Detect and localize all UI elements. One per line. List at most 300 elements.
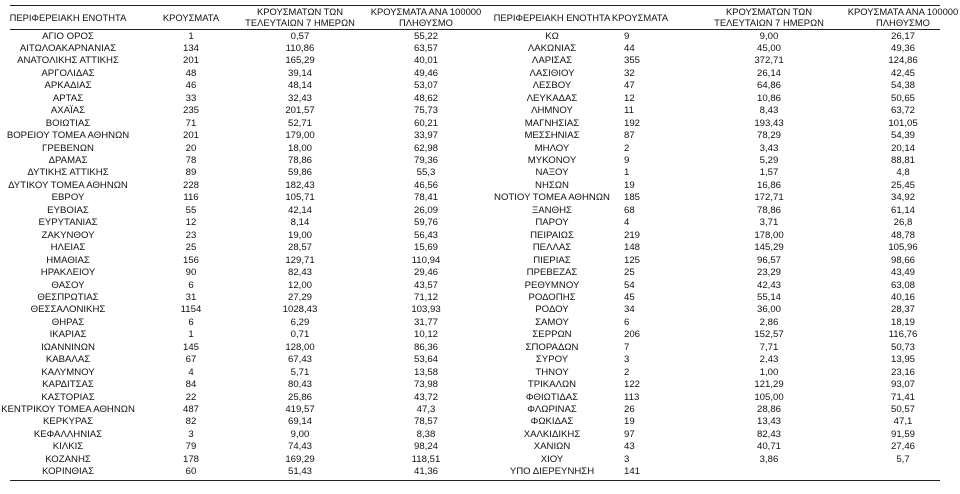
cases-per-100k-cell: 55,3: [416, 167, 436, 179]
cases-cell: 25: [624, 267, 635, 279]
cases-7-days-cell: 1,57: [759, 167, 779, 179]
region-name-cell: ΛΑΡΙΣΑΣ: [531, 55, 573, 67]
cases-cell: 12: [185, 217, 197, 229]
cases-7-days-cell: 36,00: [756, 304, 781, 316]
cases-cell: 32: [624, 67, 635, 79]
cases-7-days-cell: 74,43: [287, 441, 312, 453]
cases-cell: 60: [185, 466, 197, 478]
cases-7-days-cell: 9,00: [290, 428, 310, 440]
cases-cell: 141: [624, 466, 641, 478]
cases-cell: 47: [624, 80, 635, 92]
region-name-cell: ΗΛΕΙΑΣ: [50, 242, 86, 254]
region-name-cell: ΧΑΝΙΩΝ: [533, 441, 571, 453]
cases-7-days-cell: 165,29: [285, 55, 315, 67]
region-name-cell: ΔΥΤΙΚΟΥ ΤΟΜΕΑ ΑΘΗΝΩΝ: [8, 179, 128, 191]
cases-per-100k-cell: 43,49: [890, 267, 915, 279]
cases-7-days-cell: 28,57: [287, 242, 312, 254]
table-row: [0, 68, 960, 81]
right-header-cases-per-100k-line: ΚΡΟΥΣΜΑΤΑ ΑΝΑ 100000: [847, 6, 959, 17]
cases-per-100k-cell: 75,73: [413, 105, 438, 117]
cases-per-100k-cell: 56,43: [413, 229, 438, 241]
top-rule: [10, 5, 940, 6]
cases-7-days-cell: 152,57: [754, 329, 784, 341]
region-name-cell: ΘΕΣΣΑΛΟΝΙΚΗΣ: [30, 304, 106, 316]
cases-cell: 2: [624, 366, 630, 378]
left-header-cases-per-100k-line: ΠΛΗΘΥΣΜΟ: [399, 17, 453, 28]
cases-cell: 97: [624, 428, 635, 440]
cases-7-days-cell: 6,29: [290, 316, 310, 328]
cases-7-days-cell: 105,00: [754, 391, 784, 403]
cases-per-100k-cell: 10,12: [413, 329, 438, 341]
region-name-cell: ΔΡΑΜΑΣ: [48, 155, 88, 166]
table-row: [0, 441, 960, 454]
region-name-cell: ΠΕΛΛΑΣ: [532, 242, 572, 254]
cases-per-100k-cell: 40,01: [413, 55, 438, 67]
region-name-cell: ΙΩΑΝΝΙΝΩΝ: [41, 341, 95, 353]
cases-cell: 11: [624, 105, 634, 117]
table-row: [0, 342, 960, 355]
cases-7-days-cell: 80,43: [287, 379, 312, 391]
cases-per-100k-cell: 48,78: [890, 229, 915, 241]
cases-7-days-cell: 25,86: [287, 391, 312, 403]
cases-per-100k-cell: 54,38: [890, 80, 915, 92]
cases-7-days-cell: 32,43: [287, 92, 312, 104]
cases-7-days-cell: 52,71: [287, 117, 312, 129]
cases-cell: 84: [185, 379, 197, 391]
left-header-cases-line: ΚΡΟΥΣΜΑΤΑ: [162, 11, 220, 23]
region-name-cell: ΚΑΛΥΜΝΟΥ: [41, 366, 95, 378]
cases-cell: 1: [188, 30, 194, 42]
cases-cell: 44: [624, 42, 635, 54]
cases-per-100k-cell: 23,16: [890, 366, 915, 378]
cases-cell: 113: [624, 391, 640, 403]
left-header-region-name: [0, 5, 138, 29]
cases-per-100k-cell: 60,21: [413, 117, 438, 129]
cases-7-days-cell: 5,29: [759, 155, 779, 166]
region-name-cell: ΒΟΙΩΤΙΑΣ: [45, 117, 91, 129]
region-name-cell: ΦΘΙΩΤΙΔΑΣ: [525, 391, 579, 403]
cases-7-days-cell: 18,00: [287, 142, 312, 154]
cases-7-days-cell: 64,86: [756, 80, 781, 92]
cases-cell: 48: [185, 67, 197, 79]
cases-7-days-cell: 178,00: [754, 229, 784, 241]
cases-per-100k-cell: 46,56: [413, 179, 438, 191]
region-name-cell: ΘΗΡΑΣ: [51, 316, 85, 328]
table-row: [0, 43, 960, 56]
cases-per-100k-cell: 79,36: [413, 155, 438, 166]
cases-cell: 206: [624, 329, 641, 341]
cases-7-days-cell: 145,29: [754, 242, 784, 254]
cases-per-100k-cell: 50,73: [890, 341, 915, 353]
left-header-cases-7-days: [245, 5, 355, 29]
cases-7-days-cell: 169,29: [285, 453, 315, 465]
cases-per-100k-cell: 101,05: [888, 117, 918, 129]
cases-7-days-cell: 172,71: [754, 192, 784, 204]
cases-cell: 116: [183, 192, 199, 204]
cases-7-days-cell: 78,86: [287, 155, 312, 166]
cases-7-days-cell: 67,43: [287, 354, 312, 366]
region-name-cell: ΛΑΣΙΘΙΟΥ: [529, 67, 575, 79]
cases-cell: 219: [624, 229, 641, 241]
cases-per-100k-cell: [853, 466, 953, 479]
region-name-cell: ΗΡΑΚΛΕΙΟΥ: [40, 267, 96, 279]
table-row: [0, 31, 960, 44]
cases-per-100k-cell: 71,12: [413, 291, 438, 303]
cases-per-100k-cell: 40,16: [890, 291, 915, 303]
cases-cell: 31: [185, 291, 197, 303]
cases-7-days-cell: 51,43: [287, 466, 312, 478]
cases-cell: 20: [185, 142, 197, 154]
cases-per-100k-cell: 54,39: [890, 130, 915, 142]
cases-cell: 55: [185, 204, 197, 216]
region-name-cell: ΚΙΛΚΙΣ: [52, 441, 84, 453]
region-name-cell: ΑΝΑΤΟΛΙΚΗΣ ΑΤΤΙΚΗΣ: [17, 55, 119, 67]
table-row: [0, 192, 960, 205]
cases-7-days-cell: 1028,43: [282, 304, 318, 316]
cases-per-100k-cell: 5,7: [896, 453, 910, 465]
cases-7-days-cell: 7,71: [759, 341, 779, 353]
table-row: [0, 267, 960, 280]
cases-per-100k-cell: 50,65: [890, 92, 915, 104]
cases-cell: 192: [624, 117, 641, 129]
cases-cell: 7: [624, 341, 630, 353]
region-name-cell: ΚΟΡΙΝΘΙΑΣ: [41, 466, 95, 478]
cases-7-days-cell: 10,86: [756, 92, 781, 104]
cases-per-100k-cell: 26,09: [413, 204, 438, 216]
cases-cell: 1: [188, 329, 194, 341]
table-row: [0, 217, 960, 230]
cases-cell: 19: [624, 416, 635, 428]
header-rule: [10, 29, 940, 30]
region-name-cell: ΚΑΒΑΛΑΣ: [45, 354, 91, 366]
cases-per-100k-cell: 116,76: [888, 329, 918, 341]
table-row: [0, 317, 960, 330]
bottom-rule: [10, 480, 940, 481]
cases-per-100k-cell: 73,98: [413, 379, 438, 391]
cases-7-days-cell: 129,71: [285, 254, 315, 266]
cases-7-days-cell: 193,43: [754, 117, 784, 129]
cases-per-100k-cell: 48,62: [413, 92, 438, 104]
table-row: [0, 379, 960, 392]
cases-per-100k-cell: 53,64: [413, 354, 438, 366]
cases-7-days-cell: 372,71: [754, 55, 784, 67]
cases-per-100k-cell: 42,45: [890, 67, 915, 79]
cases-7-days-cell: 1,00: [759, 366, 779, 378]
cases-per-100k-cell: 8,38: [416, 428, 436, 440]
right-header-cases: [610, 5, 670, 29]
region-name-cell: ΧΑΛΚΙΔΙΚΗΣ: [523, 428, 581, 440]
cases-7-days-cell: 59,86: [287, 167, 312, 179]
region-name-cell: ΛΕΥΚΑΔΑΣ: [526, 92, 578, 104]
cases-per-100k-cell: 91,59: [890, 428, 915, 440]
region-name-cell: ΡΟΔΟΥ: [535, 304, 569, 316]
cases-7-days-cell: 105,71: [285, 192, 315, 204]
cases-7-days-cell: 201,57: [285, 105, 315, 117]
region-name-cell: ΚΑΣΤΟΡΙΑΣ: [41, 391, 95, 403]
cases-7-days-cell: 13,43: [756, 416, 781, 428]
region-name-cell: ΦΩΚΙΔΑΣ: [530, 416, 574, 428]
cases-per-100k-cell: 103,93: [411, 304, 441, 316]
cases-7-days-cell: 128,00: [285, 341, 315, 353]
cases-7-days-cell: 3,43: [759, 142, 779, 154]
region-name-cell: ΛΑΚΩΝΙΑΣ: [527, 42, 577, 54]
cases-per-100k-cell: 118,51: [411, 453, 441, 465]
region-name-cell: ΠΕΙΡΑΙΩΣ: [530, 229, 574, 241]
cases-cell: 145: [182, 341, 199, 353]
cases-7-days-cell: 96,57: [756, 254, 781, 266]
cases-7-days-cell: 82,43: [287, 267, 312, 279]
cases-7-days-cell: 42,43: [756, 279, 781, 291]
table-row: [0, 354, 960, 367]
right-header-cases-line: ΚΡΟΥΣΜΑΤΑ: [611, 11, 669, 23]
cases-cell: 43: [624, 441, 635, 453]
cases-7-days-cell: 82,43: [756, 428, 781, 440]
cases-per-100k-cell: 29,46: [413, 267, 438, 279]
cases-cell: 54: [624, 279, 635, 291]
cases-per-100k-cell: 110,94: [411, 254, 441, 266]
region-name-cell: ΧΙΟΥ: [540, 453, 564, 465]
right-header-region-name-line: ΠΕΡΙΦΕΡΕΙΑΚΗ ΕΝΟΤΗΤΑ: [493, 11, 611, 23]
cases-per-100k-cell: 50,57: [890, 404, 915, 415]
cases-cell: 33: [185, 92, 197, 104]
cases-per-100k-cell: 34,92: [890, 192, 915, 204]
cases-per-100k-cell: 41,36: [413, 466, 438, 478]
cases-7-days-cell: 12,00: [287, 279, 312, 291]
cases-per-100k-cell: 86,36: [413, 341, 438, 353]
cases-cell: 201: [182, 130, 199, 142]
cases-per-100k-cell: 26,8: [893, 217, 913, 229]
region-name-cell: ΚΕΝΤΡΙΚΟΥ ΤΟΜΕΑ ΑΘΗΝΩΝ: [1, 404, 135, 415]
region-name-cell: ΑΙΤΩΛΟΑΚΑΡΝΑΝΙΑΣ: [19, 42, 117, 54]
cases-cell: 6: [188, 279, 194, 291]
left-header-cases: [161, 5, 221, 29]
cases-per-100k-cell: 26,17: [890, 30, 915, 42]
cases-per-100k-cell: 47,1: [893, 416, 913, 428]
cases-7-days-cell: 48,14: [287, 80, 312, 92]
cases-per-100k-cell: 33,97: [413, 130, 438, 142]
cases-cell: 148: [624, 242, 641, 254]
region-name-cell: ΛΗΜΝΟΥ: [531, 105, 573, 117]
cases-per-100k-cell: 105,96: [888, 242, 918, 254]
left-header-region-name-line: ΠΕΡΙΦΕΡΕΙΑΚΗ ΕΝΟΤΗΤΑ: [9, 11, 127, 23]
table-row: [0, 93, 960, 106]
cases-cell: 23: [185, 229, 197, 241]
cases-cell: 3: [188, 428, 194, 440]
region-name-cell: ΜΗΛΟΥ: [534, 142, 570, 154]
cases-per-100k-cell: 63,72: [890, 105, 915, 117]
cases-cell: 4: [624, 217, 630, 229]
region-name-cell: ΣΥΡΟΥ: [535, 354, 569, 366]
region-name-cell: ΘΑΣΟΥ: [51, 279, 85, 291]
region-name-cell: ΕΥΡΥΤΑΝΙΑΣ: [38, 217, 98, 229]
table-row: [0, 205, 960, 218]
region-name-cell: ΤΗΝΟΥ: [535, 366, 569, 378]
cases-per-100k-cell: 98,66: [890, 254, 915, 266]
cases-7-days-cell: 42,14: [287, 204, 312, 216]
region-name-cell: ΞΑΝΘΗΣ: [532, 204, 572, 216]
region-name-cell: ΕΒΡΟΥ: [51, 192, 85, 204]
right-header-cases-per-100k: [847, 5, 959, 29]
cases-per-100k-cell: 31,77: [413, 316, 438, 328]
cases-per-100k-cell: 47,3: [416, 404, 436, 415]
cases-per-100k-cell: 63,57: [413, 42, 438, 54]
cases-per-100k-cell: 28,37: [890, 304, 915, 316]
cases-7-days-cell: 39,14: [287, 67, 312, 79]
region-name-cell: ΚΕΦΑΛΛΗΝΙΑΣ: [33, 428, 103, 440]
left-header-cases-per-100k-line: ΚΡΟΥΣΜΑΤΑ ΑΝΑ 100000: [370, 6, 482, 17]
right-header-cases-7-days-line: ΚΡΟΥΣΜΑΤΩΝ ΤΩΝ: [725, 6, 813, 17]
cases-cell: 90: [185, 267, 197, 279]
cases-cell: 45: [624, 291, 635, 303]
cases-per-100k-cell: 93,07: [890, 379, 915, 391]
cases-cell: 156: [182, 254, 199, 266]
table-row: [0, 329, 960, 342]
right-header-cases-7-days-line: ΤΕΛΕΥΤΑΙΩΝ 7 ΗΜΕΡΩΝ: [714, 17, 824, 28]
region-name-cell: ΑΡΓΟΛΙΔΑΣ: [41, 67, 95, 79]
region-name-cell: ΠΑΡΟΥ: [535, 217, 569, 229]
cases-cell: 12: [624, 92, 635, 104]
cases-7-days-cell: 16,86: [756, 179, 781, 191]
cases-7-days-cell: 419,57: [285, 404, 315, 415]
cases-7-days-cell: 69,14: [287, 416, 312, 428]
table-row: [0, 454, 960, 467]
cases-per-100k-cell: 63,08: [890, 279, 915, 291]
cases-7-days-cell: 26,14: [756, 67, 781, 79]
cases-cell: 134: [182, 42, 199, 54]
cases-cell: 4: [188, 366, 194, 378]
cases-cell: 89: [185, 167, 197, 179]
cases-7-days-cell: 0,71: [290, 329, 310, 341]
cases-per-100k-cell: 49,36: [890, 42, 915, 54]
cases-cell: 1154: [180, 304, 202, 316]
cases-cell: 178: [182, 453, 199, 465]
cases-cell: 487: [182, 404, 199, 415]
cases-7-days-cell: 2,43: [759, 354, 779, 366]
cases-per-100k-cell: 20,14: [890, 142, 915, 154]
table-row: [0, 180, 960, 193]
table-row: [0, 155, 960, 168]
region-name-cell: ΜΥΚΟΝΟΥ: [527, 155, 577, 166]
cases-cell: 46: [185, 80, 197, 92]
region-name-cell: ΦΛΩΡΙΝΑΣ: [527, 404, 577, 415]
left-header-cases-per-100k: [370, 5, 482, 29]
cases-7-days-cell: 28,86: [756, 404, 781, 415]
region-name-cell: ΣΑΜΟΥ: [535, 316, 569, 328]
cases-per-100k-cell: 59,76: [413, 217, 438, 229]
table-row: [0, 280, 960, 293]
cases-7-days-cell: 23,29: [756, 267, 781, 279]
region-name-cell: ΜΑΓΝΗΣΙΑΣ: [524, 117, 580, 129]
cases-cell: 19: [624, 179, 635, 191]
table-row: [0, 230, 960, 243]
table-row: [0, 130, 960, 143]
cases-cell: 1: [624, 167, 630, 179]
region-name-cell: ΖΑΚΥΝΘΟΥ: [41, 229, 95, 241]
cases-per-100k-cell: 15,69: [413, 242, 438, 254]
cases-per-100k-cell: 62,98: [413, 142, 438, 154]
table-row: [0, 304, 960, 317]
cases-per-100k-cell: 43,72: [413, 391, 438, 403]
table-row: [0, 392, 960, 405]
table-row: [0, 466, 960, 479]
table-row: [0, 292, 960, 305]
table-row: [0, 255, 960, 268]
region-name-cell: ΡΕΘΥΜΝΟΥ: [524, 279, 580, 291]
region-name-cell: ΣΕΡΡΩΝ: [532, 329, 572, 341]
region-name-cell: ΥΠΟ ΔΙΕΡΕΥΝΗΣΗ: [509, 466, 595, 478]
region-name-cell: ΕΥΒΟΙΑΣ: [47, 204, 89, 216]
cases-cell: 355: [624, 55, 641, 67]
cases-7-days-cell: 8,14: [290, 217, 310, 229]
table-row: [0, 118, 960, 131]
cases-per-100k-cell: 49,46: [413, 67, 438, 79]
cases-cell: 6: [624, 316, 630, 328]
region-name-cell: ΚΕΡΚΥΡΑΣ: [42, 416, 93, 428]
cases-7-days-cell: 78,29: [756, 130, 781, 142]
region-name-cell: ΤΡΙΚΑΛΩΝ: [527, 379, 577, 391]
right-header-region-name: [482, 5, 622, 29]
region-name-cell: ΡΟΔΟΠΗΣ: [528, 291, 576, 303]
region-name-cell: ΓΡΕΒΕΝΩΝ: [42, 142, 94, 154]
region-name-cell: ΛΕΣΒΟΥ: [532, 80, 572, 92]
cases-7-days-cell: 27,29: [287, 291, 312, 303]
table-row: [0, 80, 960, 93]
region-name-cell: ΗΜΑΘΙΑΣ: [46, 254, 90, 266]
cases-cell: 22: [185, 391, 197, 403]
region-name-cell: ΣΠΟΡΑΔΩΝ: [525, 341, 579, 353]
cases-cell: 6: [188, 316, 194, 328]
cases-cell: 3: [624, 453, 630, 465]
region-name-cell: ΔΥΤΙΚΗΣ ΑΤΤΙΚΗΣ: [27, 167, 109, 179]
cases-7-days-cell: 182,43: [285, 179, 315, 191]
cases-cell: 71: [185, 117, 197, 129]
cases-7-days-cell: 110,86: [285, 42, 315, 54]
cases-cell: 201: [182, 55, 199, 67]
region-name-cell: ΒΟΡΕΙΟΥ ΤΟΜΕΑ ΑΘΗΝΩΝ: [6, 130, 130, 142]
table-row: [0, 416, 960, 429]
table-row: [0, 143, 960, 156]
cases-cell: 25: [185, 242, 197, 254]
region-name-cell: ΠΡΕΒΕΖΑΣ: [526, 267, 578, 279]
cases-per-100k-cell: 88,81: [890, 155, 915, 166]
cases-cell: 26: [624, 404, 635, 415]
region-name-cell: ΜΕΣΣΗΝΙΑΣ: [524, 130, 580, 142]
cases-cell: 9: [624, 30, 630, 42]
cases-per-100k-cell: 18,19: [890, 316, 915, 328]
cases-cell: 87: [624, 130, 635, 142]
region-name-cell: ΚΟΖΑΝΗΣ: [45, 453, 91, 465]
cases-cell: 3: [624, 354, 630, 366]
cases-per-100k-cell: 13,58: [413, 366, 438, 378]
region-name-cell: ΠΙΕΡΙΑΣ: [533, 254, 571, 266]
cases-cell: 79: [185, 441, 197, 453]
cases-per-100k-cell: 27,46: [890, 441, 915, 453]
cases-7-days-cell: 3,71: [759, 217, 779, 229]
region-name-cell: ΝΗΣΩΝ: [535, 179, 569, 191]
cases-per-100k-cell: 78,57: [413, 416, 438, 428]
cases-per-100k-cell: 98,24: [413, 441, 438, 453]
table-row: [0, 167, 960, 180]
cases-per-100k-cell: 43,57: [413, 279, 438, 291]
cases-cell: 34: [624, 304, 635, 316]
cases-7-days-cell: 40,71: [756, 441, 781, 453]
cases-7-days-cell: 5,71: [290, 366, 310, 378]
cases-cell: 185: [624, 192, 641, 204]
cases-7-days-cell: 8,43: [759, 105, 779, 117]
region-name-cell: ΝΟΤΙΟΥ ΤΟΜΕΑ ΑΘΗΝΩΝ: [494, 192, 610, 204]
region-name-cell: ΑΡΤΑΣ: [52, 92, 84, 104]
right-header-cases-7-days: [714, 5, 824, 29]
